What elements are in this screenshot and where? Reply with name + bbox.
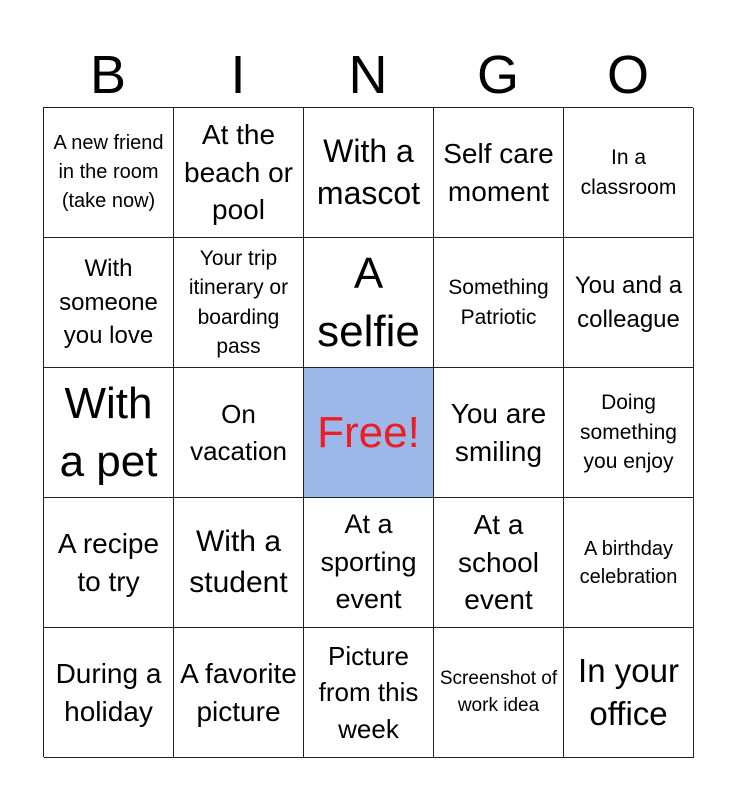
bingo-cell[interactable]	[434, 628, 564, 758]
bingo-cell-label: On vacation	[190, 399, 287, 466]
bingo-cell-label: At a school event	[458, 508, 539, 616]
bingo-cell[interactable]	[304, 108, 434, 238]
bingo-cell-label: With a mascot	[316, 132, 421, 211]
bingo-cell-label: At a sporting event	[320, 508, 417, 615]
bingo-cell[interactable]	[174, 628, 304, 758]
bingo-cell[interactable]	[44, 498, 174, 628]
bingo-cell-label: A selfie	[317, 249, 420, 356]
bingo-cell-label: In a classroom	[580, 146, 677, 199]
bingo-cell-label: You are smiling	[450, 397, 547, 467]
bingo-cell-label: Doing something you enjoy	[580, 391, 677, 474]
bingo-cell-label: A birthday celebration	[579, 537, 678, 588]
bingo-cell-label: With a student	[189, 525, 288, 599]
bingo-cell-label: Picture from this week	[318, 640, 419, 744]
bingo-cell[interactable]	[174, 498, 304, 628]
bingo-cell-label: With someone you love	[59, 255, 158, 350]
free-space-label: Free!	[317, 407, 420, 457]
bingo-cell[interactable]	[564, 628, 694, 758]
bingo-cell[interactable]	[304, 238, 434, 368]
bingo-cell[interactable]	[44, 628, 174, 758]
bingo-cell[interactable]	[174, 108, 304, 238]
bingo-cell[interactable]	[304, 628, 434, 758]
bingo-cell[interactable]	[564, 368, 694, 498]
bingo-cell[interactable]	[304, 498, 434, 628]
bingo-cell[interactable]	[174, 238, 304, 368]
bingo-cell-label: Your trip itinerary or boarding pass	[188, 246, 289, 358]
header-letter-i: I	[230, 45, 246, 105]
bingo-cell-label: In your office	[578, 651, 679, 732]
bingo-cell[interactable]	[434, 498, 564, 628]
bingo-cell-label: Self care moment	[443, 137, 554, 207]
header-letter-o: O	[606, 45, 649, 105]
free-space-cell[interactable]	[304, 368, 434, 498]
bingo-cell[interactable]	[434, 368, 564, 498]
bingo-cell-label: At the beach or pool	[184, 118, 293, 226]
bingo-cell-label: Screenshot of work idea	[439, 667, 558, 716]
bingo-cell[interactable]	[44, 238, 174, 368]
bingo-cell-label: A new friend in the room (take now)	[53, 132, 164, 212]
bingo-cell[interactable]	[564, 498, 694, 628]
header-letter-n: N	[348, 45, 388, 105]
bingo-cell-label: Something Patriotic	[448, 276, 549, 329]
bingo-cell[interactable]	[434, 238, 564, 368]
bingo-cell[interactable]	[44, 368, 174, 498]
bingo-cell-label: You and a colleague	[574, 271, 683, 333]
header-letter-g: G	[476, 45, 519, 105]
header-letter-b: B	[89, 45, 127, 105]
bingo-cell-label: A recipe to try	[57, 527, 160, 597]
bingo-header	[43, 42, 693, 108]
bingo-cell[interactable]	[174, 368, 304, 498]
bingo-grid	[43, 107, 693, 757]
bingo-cell[interactable]	[434, 108, 564, 238]
bingo-cell[interactable]	[44, 108, 174, 238]
bingo-cell-label: A favorite picture	[180, 657, 297, 727]
bingo-cell[interactable]	[564, 238, 694, 368]
bingo-cell-label: During a holiday	[55, 657, 162, 727]
bingo-cell-label: With a pet	[59, 379, 158, 486]
bingo-cell[interactable]	[564, 108, 694, 238]
